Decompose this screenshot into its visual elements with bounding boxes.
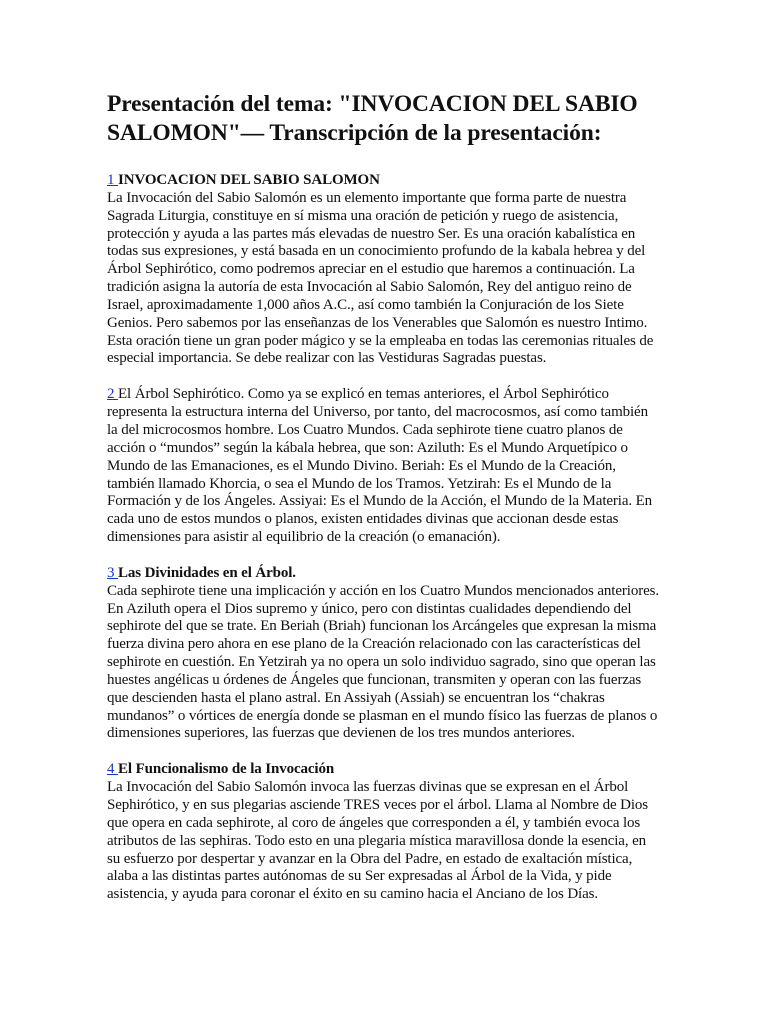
section-4-heading: El Funcionalismo de la Invocación [118, 761, 335, 778]
section-3-number-link[interactable]: 3 [107, 564, 119, 581]
section-1-number-link[interactable]: 1 [107, 172, 119, 188]
section-4-body: La Invocación del Sabio Salomón invoca las fuerzas divinas que se expresan en el Árbol Sephirótico, y en sus plegarias asciende TRES veces por el árbol. Llama al Nombre de Dios que opera en cada sephirote, al coro de ángeles que corresponden a él, y también evoca los atributos de las sephiras. Todo esto en una plegaria mística maravillosa donde la esencia, en su esfuerzo por despertar y avanzar en la Obra del Padre, en estado de exaltación mística, alaba a las distintas partes autónomas de su Ser expresadas al Árbol de la Vida, y pide asistencia, y ayuda para coronar el éxito en su camino hacia el Anciano de los Días. [107, 779, 648, 903]
section-2 [107, 386, 662, 547]
section-3 [107, 565, 662, 743]
section-1-text [107, 172, 662, 368]
section-4 [107, 761, 662, 904]
section-1-heading: INVOCACION DEL SABIO SALOMON [118, 172, 380, 188]
section-2-number-link[interactable]: 2 [107, 386, 119, 403]
section-1-body: La Invocación del Sabio Salomón es un elemento importante que forma parte de nuestra Sagrada Liturgia, constituye en sí misma una oración de petición y ruego de asistencia, protección y ayuda a las partes más elevadas de nuestro Ser. Es una oración kabalística en todas sus expresiones, y está basada en un conocimiento profundo de la kabala hebrea y del Árbol Sephirótico, como podremos apreciar en el estudio que haremos a continuación. La tradición asigna la autoría de esta Invocación al Sabio Salomón, Rey del antiguo reino de Israel, aproximadamente 1,000 años A.C., así como también la Conjuración de los Siete Genios. Pero sabemos por las enseñanzas de los Venerables que Salomón es nuestro Intimo. Esta oración tiene un gran poder mágico y se la empleaba en todas las ceremonias rituales de especial importancia. Se debe realizar con las Vestiduras Sagradas puestas. [107, 189, 654, 367]
page-title: Presentación del tema: "INVOCACION DEL SABIO SALOMON"— Transcripción de la presentación: [107, 91, 638, 146]
section-2-body: El Árbol Sephirótico. Como ya se explicó en temas anteriores, el Árbol Sephirótico representa la estructura interna del Universo, por tanto, del macrocosmos, así como también la del microcosmos hombre. Los Cuatro Mundos. Cada sephirote tiene cuatro planos de acción o “mundos” según la kábala hebrea, que son: Aziluth: Es el Mundo Arquetípico o Mundo de las Emanaciones, es el Mundo Divino. Beriah: Es el Mundo de la Creación, también llamado Khorcia, o sea el Mundo de los Tramos. Yetzirah: Es el Mundo de la Formación y de los Ángeles. Assiyai: Es el Mundo de la Acción, el Mundo de la Materia. En cada uno de estos mundos o planos, existen entidades divinas que accionan desde estas dimensiones para asistir al equilibrio de la creación (o emanación). [107, 386, 653, 546]
section-3-heading: Las Divinidades en el Árbol. [118, 564, 296, 581]
section-4-number-link[interactable]: 4 [107, 761, 119, 778]
section-3-body: Cada sephirote tiene una implicación y acción en los Cuatro Mundos mencionados anteriores. En Aziluth opera el Dios supremo y único, pero con distintas cualidades dependiendo del sephirote del que se trate. En Beriah (Briah) funcionan los Arcángeles que expresan la misma fuerza divina pero ahora en ese plano de la Creación relacionado con las características del sephirote en cuestión. En Yetzirah ya no opera un solo individuo sagrado, sino que operan las huestes angélicas u órdenes de Ángeles que funcionan, transmiten y operan con las fuerzas que descienden hasta el plano astral. En Assiyah (Assiah) se encuentran los “chakras mundanos” o vórtices de energía donde se plasman en el mundo físico las fuerzas de planos o dimensiones superiores, las fuerzas que devienen de los tres mundos anteriores. [107, 582, 659, 742]
section-4-text [107, 761, 662, 904]
section-3-text [107, 565, 662, 743]
section-1 [107, 172, 662, 368]
section-2-text [107, 386, 662, 547]
